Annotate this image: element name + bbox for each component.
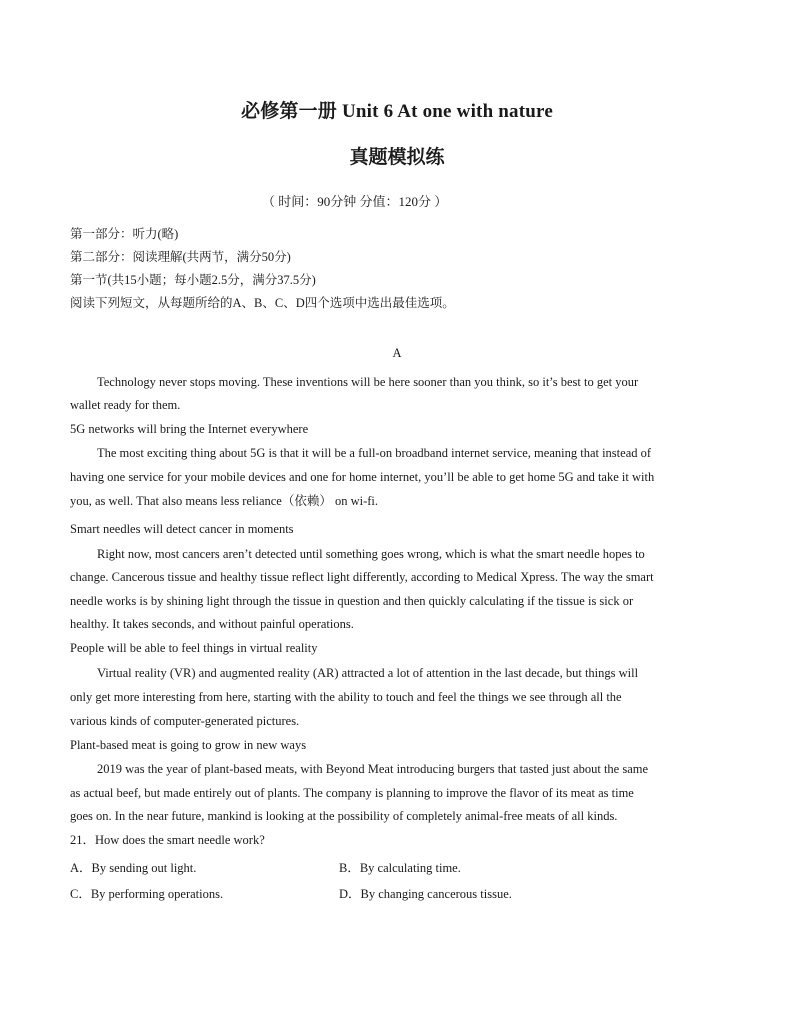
instruction-line: 第一节(共15小题；每小题2.5分，满分37.5分)	[70, 273, 316, 287]
passage-intro-line: wallet ready for them.	[70, 398, 181, 412]
option-d: D．By changing cancerous tissue.	[339, 887, 512, 901]
section-heading: Plant-based meat is going to grow in new ways	[70, 738, 307, 752]
document-subtitle: 真题模拟练	[349, 147, 445, 168]
paragraph-line: needle works is by shining light through the tissue in question and then quickly calculating if the tissue is sick or	[70, 594, 634, 608]
question-stem: 21．How does the smart needle work?	[70, 833, 265, 847]
option-a: A．By sending out light.	[70, 861, 197, 875]
paragraph-line: having one service for your mobile devices and one for home internet, you’ll be able to get home 5G and take it with	[70, 470, 655, 484]
passage-label: A	[392, 346, 402, 360]
instruction-line: 第一部分：听力(略)	[70, 227, 179, 241]
paragraph-line: Virtual reality (VR) and augmented reality (AR) attracted a lot of attention in the last decade, but things will	[97, 666, 639, 680]
paragraph-line: only get more interesting from here, starting with the ability to touch and feel the things we see through all the	[70, 690, 622, 704]
section-heading: People will be able to feel things in virtual reality	[70, 641, 318, 655]
paragraph-line: goes on. In the near future, mankind is looking at the possibility of completely animal-free meats of all kinds.	[70, 809, 618, 823]
document-title: 必修第一册 Unit 6 At one with nature	[241, 101, 553, 122]
paragraph-line: you, as well. That also means less reliance（依赖） on wi-fi.	[70, 494, 379, 508]
instruction-line: 阅读下列短文，从每题所给的A、B、C、D四个选项中选出最佳选项。	[70, 296, 455, 310]
passage-intro-line: Technology never stops moving. These inventions will be here sooner than you think, so it’s best to get your	[97, 375, 639, 389]
section-heading: 5G networks will bring the Internet everywhere	[70, 422, 309, 436]
option-c: C．By performing operations.	[70, 887, 224, 901]
option-b: B．By calculating time.	[339, 861, 461, 875]
paragraph-line: as actual beef, but made entirely out of plants. The company is planning to improve the flavor of its meat as time	[70, 786, 634, 800]
section-heading: Smart needles will detect cancer in moments	[70, 522, 294, 536]
paragraph-line: 2019 was the year of plant-based meats, with Beyond Meat introducing burgers that tasted just about the same	[97, 762, 649, 776]
paragraph-line: healthy. It takes seconds, and without painful operations.	[70, 617, 354, 631]
instruction-line: 第二部分：阅读理解(共两节，满分50分)	[70, 250, 291, 264]
paragraph-line: change. Cancerous tissue and healthy tissue reflect light differently, according to Medical Xpress. The way the smart	[70, 570, 654, 584]
paragraph-line: various kinds of computer-generated pictures.	[70, 714, 300, 728]
paragraph-line: Right now, most cancers aren’t detected until something goes wrong, which is what the smart needle hopes to	[97, 547, 645, 561]
exam-time-score: （ 时间：90分钟 分值：120分 ）	[262, 194, 448, 209]
paragraph-line: The most exciting thing about 5G is that it will be a full-on broadband internet service, meaning that instead of	[97, 446, 652, 460]
